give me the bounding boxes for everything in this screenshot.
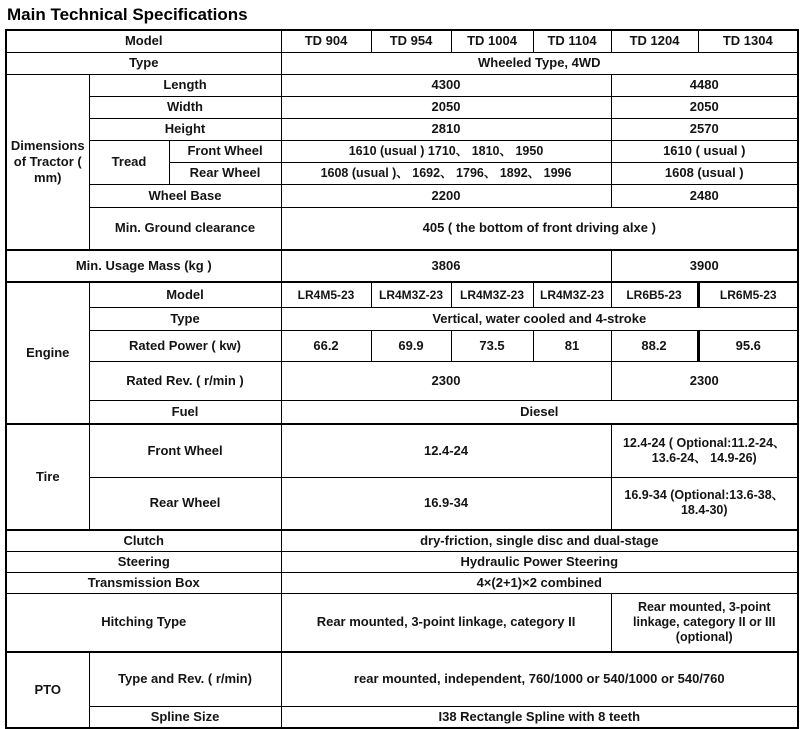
row-label-pto-type-rev: Type and Rev. ( r/min) bbox=[89, 652, 281, 706]
row-label-steering: Steering bbox=[6, 551, 281, 572]
row-label-type: Type bbox=[6, 52, 281, 74]
value-rated-power-td1004: 73.5 bbox=[451, 330, 533, 361]
value-tread-front-left: 1610 (usual ) 1710、 1810、 1950 bbox=[281, 140, 611, 162]
row-label-rated-rev: Rated Rev. ( r/min ) bbox=[89, 361, 281, 400]
value-engine-model-td904: LR4M5-23 bbox=[281, 282, 371, 307]
value-hitching-right: Rear mounted, 3-point linkage, category II or III (optional) bbox=[611, 593, 798, 652]
row-label-tread-rear: Rear Wheel bbox=[169, 162, 281, 184]
row-label-tread-front: Front Wheel bbox=[169, 140, 281, 162]
steering-row bbox=[6, 551, 798, 572]
value-clutch: dry-friction, single disc and dual-stage bbox=[281, 530, 798, 551]
row-label-usage-mass: Min. Usage Mass (kg ) bbox=[6, 250, 281, 282]
row-label-fuel: Fuel bbox=[89, 400, 281, 424]
value-tire-front-left: 12.4-24 bbox=[281, 424, 611, 477]
length-row bbox=[6, 74, 798, 96]
wheel-base-row bbox=[6, 184, 798, 207]
dimensions-group-label: Dimensions of Tractor ( mm) bbox=[6, 74, 89, 250]
clutch-row bbox=[6, 530, 798, 551]
height-row bbox=[6, 118, 798, 140]
value-rated-power-td1304: 95.6 bbox=[698, 330, 798, 361]
header-model-label: Model bbox=[6, 30, 281, 52]
value-engine-model-td954: LR4M3Z-23 bbox=[371, 282, 451, 307]
value-wheel-base-left: 2200 bbox=[281, 184, 611, 207]
value-engine-model-td1004: LR4M3Z-23 bbox=[451, 282, 533, 307]
row-label-rated-power: Rated Power ( kw) bbox=[89, 330, 281, 361]
value-hitching-left: Rear mounted, 3-point linkage, category II bbox=[281, 593, 611, 652]
tread-group-label: Tread bbox=[89, 140, 169, 184]
transmission-row bbox=[6, 572, 798, 593]
value-engine-model-td1204: LR6B5-23 bbox=[611, 282, 698, 307]
model-col-header-td1004: TD 1004 bbox=[451, 30, 533, 52]
value-steering: Hydraulic Power Steering bbox=[281, 551, 798, 572]
hitching-row bbox=[6, 593, 798, 652]
row-label-hitching: Hitching Type bbox=[6, 593, 281, 652]
row-label-length: Length bbox=[89, 74, 281, 96]
value-tread-front-right: 1610 ( usual ) bbox=[611, 140, 798, 162]
value-tire-front-right: 12.4-24 ( Optional:11.2-24、 13.6-24、 14.9-26) bbox=[611, 424, 798, 477]
value-engine-model-td1104: LR4M3Z-23 bbox=[533, 282, 611, 307]
spline-size-row bbox=[6, 706, 798, 728]
spec-table bbox=[5, 29, 799, 729]
value-engine-type: Vertical, water cooled and 4-stroke bbox=[281, 307, 798, 330]
value-engine-model-td1304: LR6M5-23 bbox=[698, 282, 798, 307]
usage-mass-row bbox=[6, 250, 798, 282]
value-ground-clearance: 405 ( the bottom of front driving alxe ) bbox=[281, 207, 798, 250]
row-label-wheel-base: Wheel Base bbox=[89, 184, 281, 207]
value-tire-rear-right: 16.9-34 (Optional:13.6-38、 18.4-30) bbox=[611, 477, 798, 530]
row-label-tire-rear: Rear Wheel bbox=[89, 477, 281, 530]
value-wheel-base-right: 2480 bbox=[611, 184, 798, 207]
value-usage-mass-right: 3900 bbox=[611, 250, 798, 282]
row-label-engine-type: Type bbox=[89, 307, 281, 330]
value-pto-type-rev: rear mounted, independent, 760/1000 or 540/1000 or 540/760 bbox=[281, 652, 798, 706]
pto-type-rev-row bbox=[6, 652, 798, 706]
width-row bbox=[6, 96, 798, 118]
pto-group-label: PTO bbox=[6, 652, 89, 728]
row-label-height: Height bbox=[89, 118, 281, 140]
value-tread-rear-right: 1608 (usual ) bbox=[611, 162, 798, 184]
page-title: Main Technical Specifications bbox=[7, 5, 248, 24]
value-rated-power-td954: 69.9 bbox=[371, 330, 451, 361]
tire-front-row bbox=[6, 424, 798, 477]
rated-rev-row bbox=[6, 361, 798, 400]
model-col-header-td1104: TD 1104 bbox=[533, 30, 611, 52]
ground-clearance-row bbox=[6, 207, 798, 250]
engine-model-row bbox=[6, 282, 798, 307]
row-label-width: Width bbox=[89, 96, 281, 118]
model-col-header-td1204: TD 1204 bbox=[611, 30, 698, 52]
engine-group-label: Engine bbox=[6, 282, 89, 424]
engine-type-row bbox=[6, 307, 798, 330]
model-col-header-td1304: TD 1304 bbox=[698, 30, 798, 52]
row-label-tire-front: Front Wheel bbox=[89, 424, 281, 477]
rated-power-row bbox=[6, 330, 798, 361]
value-rated-power-td1204: 88.2 bbox=[611, 330, 698, 361]
value-width-left: 2050 bbox=[281, 96, 611, 118]
value-height-left: 2810 bbox=[281, 118, 611, 140]
value-usage-mass-left: 3806 bbox=[281, 250, 611, 282]
value-spline-size: I38 Rectangle Spline with 8 teeth bbox=[281, 706, 798, 728]
row-label-engine-model: Model bbox=[89, 282, 281, 307]
value-length-right: 4480 bbox=[611, 74, 798, 96]
model-col-header-td954: TD 954 bbox=[371, 30, 451, 52]
header-row bbox=[6, 30, 798, 52]
value-transmission: 4×(2+1)×2 combined bbox=[281, 572, 798, 593]
value-length-left: 4300 bbox=[281, 74, 611, 96]
value-tread-rear-left: 1608 (usual )、 1692、 1796、 1892、 1996 bbox=[281, 162, 611, 184]
value-tire-rear-left: 16.9-34 bbox=[281, 477, 611, 530]
value-type: Wheeled Type, 4WD bbox=[281, 52, 798, 74]
row-label-clutch: Clutch bbox=[6, 530, 281, 551]
value-rated-rev-left: 2300 bbox=[281, 361, 611, 400]
value-rated-power-td904: 66.2 bbox=[281, 330, 371, 361]
value-height-right: 2570 bbox=[611, 118, 798, 140]
model-col-header-td904: TD 904 bbox=[281, 30, 371, 52]
fuel-row bbox=[6, 400, 798, 424]
type-row bbox=[6, 52, 798, 74]
value-rated-power-td1104: 81 bbox=[533, 330, 611, 361]
value-fuel: Diesel bbox=[281, 400, 798, 424]
tire-group-label: Tire bbox=[6, 424, 89, 530]
row-label-spline-size: Spline Size bbox=[89, 706, 281, 728]
row-label-ground-clearance: Min. Ground clearance bbox=[89, 207, 281, 250]
tread-front-row bbox=[6, 140, 798, 162]
value-width-right: 2050 bbox=[611, 96, 798, 118]
tire-rear-row bbox=[6, 477, 798, 530]
row-label-transmission: Transmission Box bbox=[6, 572, 281, 593]
value-rated-rev-right: 2300 bbox=[611, 361, 798, 400]
